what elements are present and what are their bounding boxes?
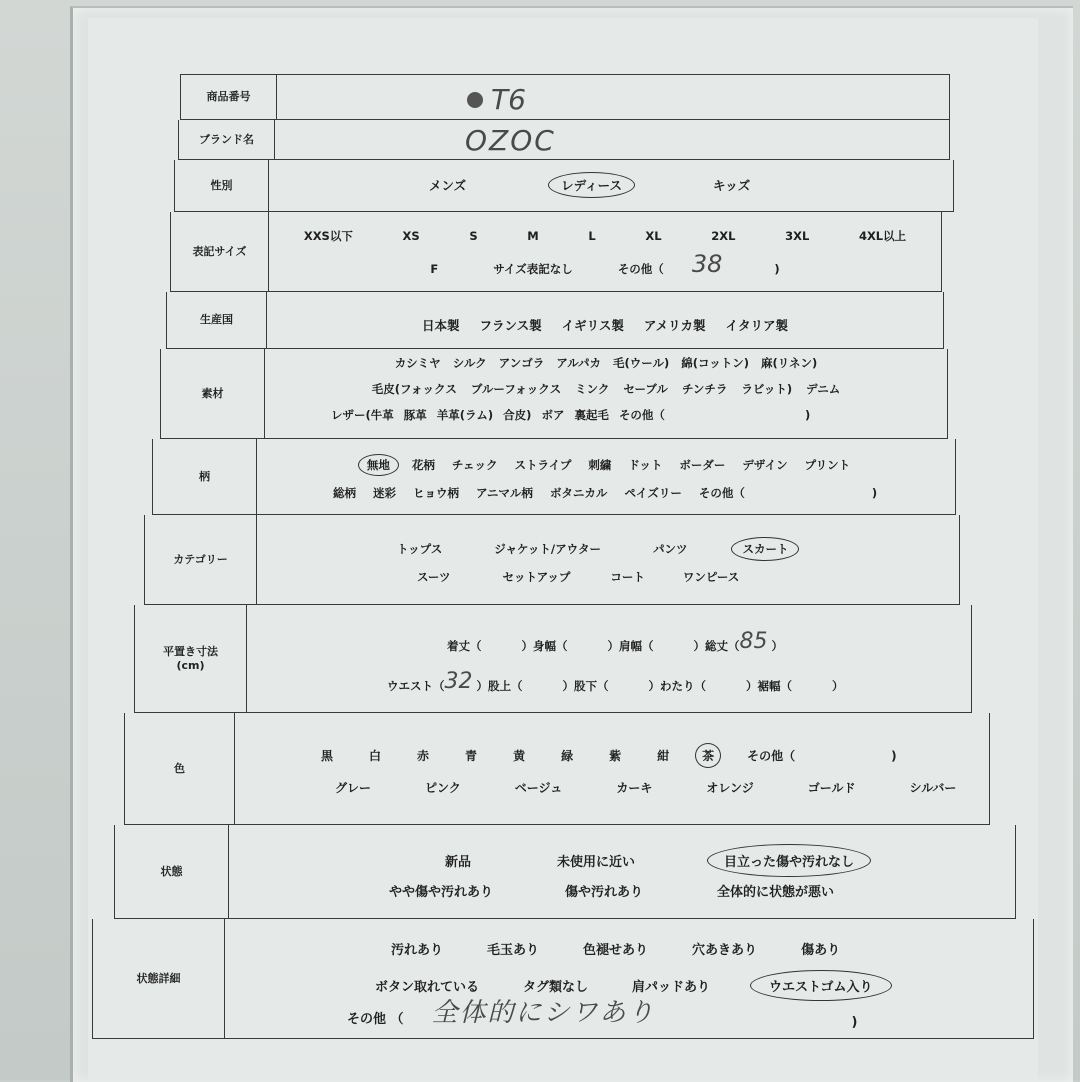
- condition-poor: 全体的に状態が悪い: [717, 885, 835, 900]
- size-none: サイズ表記なし: [493, 262, 573, 276]
- color-khaki: カーキ: [616, 781, 653, 795]
- color-black: 黒: [321, 749, 334, 763]
- detail-stains: 汚れあり: [391, 943, 444, 958]
- row-measure: [134, 605, 972, 713]
- pattern-close: ): [871, 486, 878, 500]
- material-fleece-lined: 裏起毛: [574, 408, 609, 422]
- category-jacket-outer: ジャケット/アウター: [494, 542, 601, 556]
- detail-fading: 色褪せあり: [583, 943, 649, 958]
- material-lambskin: 羊革(ラム): [436, 408, 494, 422]
- country-uk: イギリス製: [561, 318, 624, 333]
- label-measure: 平置き寸法: [163, 644, 218, 658]
- row-country: [166, 292, 944, 349]
- color-navy: 紺: [657, 749, 670, 763]
- pattern-solid-selected: 無地: [358, 454, 399, 476]
- material-cashmere: カシミヤ: [394, 356, 441, 370]
- category-setup: セットアップ: [502, 570, 571, 584]
- category-suits: スーツ: [417, 570, 451, 584]
- material-alpaca: アルパカ: [556, 356, 601, 370]
- row-size: [170, 212, 942, 292]
- material-chinchilla: チンチラ: [681, 382, 728, 396]
- material-silk: シルク: [452, 356, 487, 370]
- category-pants: パンツ: [652, 542, 688, 556]
- detail-no-tags: タグ類なし: [523, 980, 589, 995]
- color-purple: 紫: [609, 749, 622, 763]
- condition-some-damage: やや傷や汚れあり: [389, 885, 494, 900]
- measure-rise: ）股上（: [476, 678, 523, 693]
- product-no-value: T6: [491, 83, 526, 116]
- detail-pilling: 毛玉あり: [487, 943, 540, 958]
- pattern-design: デザイン: [742, 458, 788, 472]
- country-italy: イタリア製: [725, 318, 789, 333]
- country-usa: アメリカ製: [643, 318, 706, 333]
- label-product-no: 商品番号: [181, 75, 277, 119]
- label-gender: 性別: [175, 160, 269, 211]
- country-france: フランス製: [479, 318, 542, 333]
- detail-holes: 穴あきあり: [692, 943, 758, 958]
- pattern-leopard: ヒョウ柄: [413, 486, 459, 500]
- label-measure-unit: (cm): [176, 658, 205, 672]
- label-pattern: 柄: [153, 439, 257, 514]
- color-yellow: 黄: [513, 749, 526, 763]
- material-cowhide: レザー(牛革: [331, 408, 394, 422]
- material-denim: デニム: [806, 382, 841, 396]
- detail-other-value: 全体的にシワあり: [431, 998, 656, 1028]
- row-material: [160, 349, 948, 439]
- color-green: 緑: [561, 749, 574, 763]
- detail-button-missing: ボタン取れている: [375, 980, 480, 995]
- measure-shoulder: ）肩幅（: [607, 638, 654, 653]
- category-tops: トップス: [397, 542, 443, 556]
- measure-width: ）身幅（: [521, 638, 568, 653]
- label-color: 色: [125, 713, 235, 824]
- measure-total-length: ）総丈（: [693, 638, 740, 653]
- color-close: ): [891, 748, 897, 763]
- material-close: ): [804, 408, 811, 422]
- material-rabbit: ラビット): [741, 382, 793, 396]
- brand-value: OZOC: [465, 124, 556, 157]
- detail-other-label: その他 （: [347, 1012, 404, 1027]
- material-other: その他（: [618, 408, 665, 422]
- measure-thigh: ）わたり（: [648, 678, 706, 693]
- category-coat: コート: [610, 570, 645, 584]
- pattern-botanical: ボタニカル: [549, 486, 608, 500]
- material-linen: 麻(リネン): [761, 356, 818, 370]
- color-orange: オレンジ: [706, 781, 754, 795]
- detail-scratches: 傷あり: [801, 943, 841, 958]
- row-category: [144, 515, 960, 605]
- measure-hem: ）裾幅（: [746, 678, 792, 693]
- detail-elastic-waist-selected: ウエストゴム入り: [750, 970, 891, 1001]
- pattern-allover: 総柄: [333, 486, 356, 500]
- row-brand: [178, 120, 950, 160]
- label-brand: ブランド名: [179, 120, 275, 159]
- detail-other-close: ): [851, 1015, 858, 1030]
- pattern-animal: アニマル柄: [476, 486, 533, 500]
- size-2xl: 2XL: [711, 229, 736, 243]
- color-silver: シルバー: [909, 781, 957, 795]
- material-sable: セーブル: [623, 382, 668, 396]
- gender-mens: メンズ: [429, 178, 467, 193]
- label-condition-detail: 状態詳細: [93, 919, 225, 1038]
- condition-like-new: 未使用に近い: [557, 855, 636, 870]
- condition-damaged: 傷や汚れあり: [565, 885, 644, 900]
- measure-row2-close: ）: [832, 678, 844, 693]
- color-gold: ゴールド: [807, 781, 856, 795]
- material-fox: 毛皮(フォックス: [371, 382, 457, 396]
- color-gray: グレー: [335, 781, 372, 795]
- size-s: S: [469, 229, 478, 243]
- row-condition-detail: [92, 919, 1034, 1039]
- size-3xl: 3XL: [785, 229, 810, 243]
- row-color: [124, 713, 990, 825]
- detail-shoulder-pads: 肩パッドあり: [632, 980, 711, 995]
- label-condition: 状態: [115, 825, 229, 918]
- row-product-no: [180, 74, 950, 120]
- condition-no-noticeable-damage-selected: 目立った傷や汚れなし: [707, 844, 871, 877]
- condition-new: 新品: [445, 855, 472, 870]
- measure-inseam: ）股下（: [562, 678, 609, 693]
- category-onepiece: ワンピース: [682, 570, 740, 584]
- size-xl: XL: [645, 229, 662, 243]
- measure-length: 着丈（: [447, 638, 482, 653]
- measure-waist: ウエスト（: [387, 678, 445, 693]
- color-white: 白: [369, 749, 382, 763]
- gender-kids: キッズ: [713, 178, 751, 193]
- size-xxs: XXS以下: [303, 229, 353, 243]
- pattern-check: チェック: [451, 458, 498, 472]
- label-material: 素材: [161, 349, 265, 438]
- row-condition: [114, 825, 1016, 919]
- measure-total-length-value: 85: [739, 629, 768, 654]
- material-blue-fox: ブルーフォックス: [470, 382, 562, 396]
- material-cotton: 綿(コットン): [681, 356, 750, 370]
- size-f: F: [430, 262, 439, 276]
- gender-ladies-selected: レディース: [548, 172, 635, 198]
- label-category: カテゴリー: [145, 515, 257, 604]
- pattern-paisley: ペイズリー: [624, 486, 682, 500]
- material-synthetic-leather: 合皮): [503, 408, 532, 422]
- measure-row1-close: ）: [771, 638, 783, 653]
- size-l: L: [588, 229, 596, 243]
- color-blue: 青: [465, 749, 478, 763]
- label-country: 生産国: [167, 292, 267, 348]
- material-mink: ミンク: [575, 382, 610, 396]
- material-pigskin: 豚革: [403, 408, 427, 422]
- size-4xl: 4XL以上: [858, 229, 907, 243]
- category-skirt-selected: スカート: [731, 537, 799, 561]
- color-other: その他（: [747, 749, 796, 763]
- size-close: ): [774, 262, 780, 276]
- pattern-embroidery: 刺繍: [588, 458, 612, 472]
- material-wool: 毛(ウール): [612, 356, 670, 370]
- material-angora: アンゴラ: [498, 356, 545, 370]
- size-m: M: [527, 229, 539, 243]
- handwritten-mark-icon: [467, 92, 483, 108]
- pattern-floral: 花柄: [411, 458, 435, 472]
- label-size: 表記サイズ: [171, 212, 269, 291]
- pattern-camo: 迷彩: [373, 486, 396, 500]
- color-beige: ベージュ: [514, 781, 563, 795]
- pattern-print: プリント: [804, 458, 851, 472]
- size-other-value: 38: [691, 250, 723, 278]
- pattern-border: ボーダー: [679, 458, 726, 472]
- color-red: 赤: [417, 749, 430, 763]
- pattern-dot: ドット: [628, 458, 663, 472]
- color-pink: ピンク: [425, 781, 461, 795]
- pattern-stripe: ストライプ: [514, 458, 572, 472]
- row-gender: [174, 160, 954, 212]
- color-brown-selected: 茶: [695, 743, 721, 768]
- row-pattern: [152, 439, 956, 515]
- measure-waist-value: 32: [444, 669, 473, 694]
- pattern-other: その他（: [698, 486, 745, 500]
- country-japan: 日本製: [421, 318, 460, 333]
- size-xs: XS: [402, 229, 420, 243]
- size-other: その他（: [617, 262, 664, 276]
- material-boa: ボア: [541, 408, 565, 422]
